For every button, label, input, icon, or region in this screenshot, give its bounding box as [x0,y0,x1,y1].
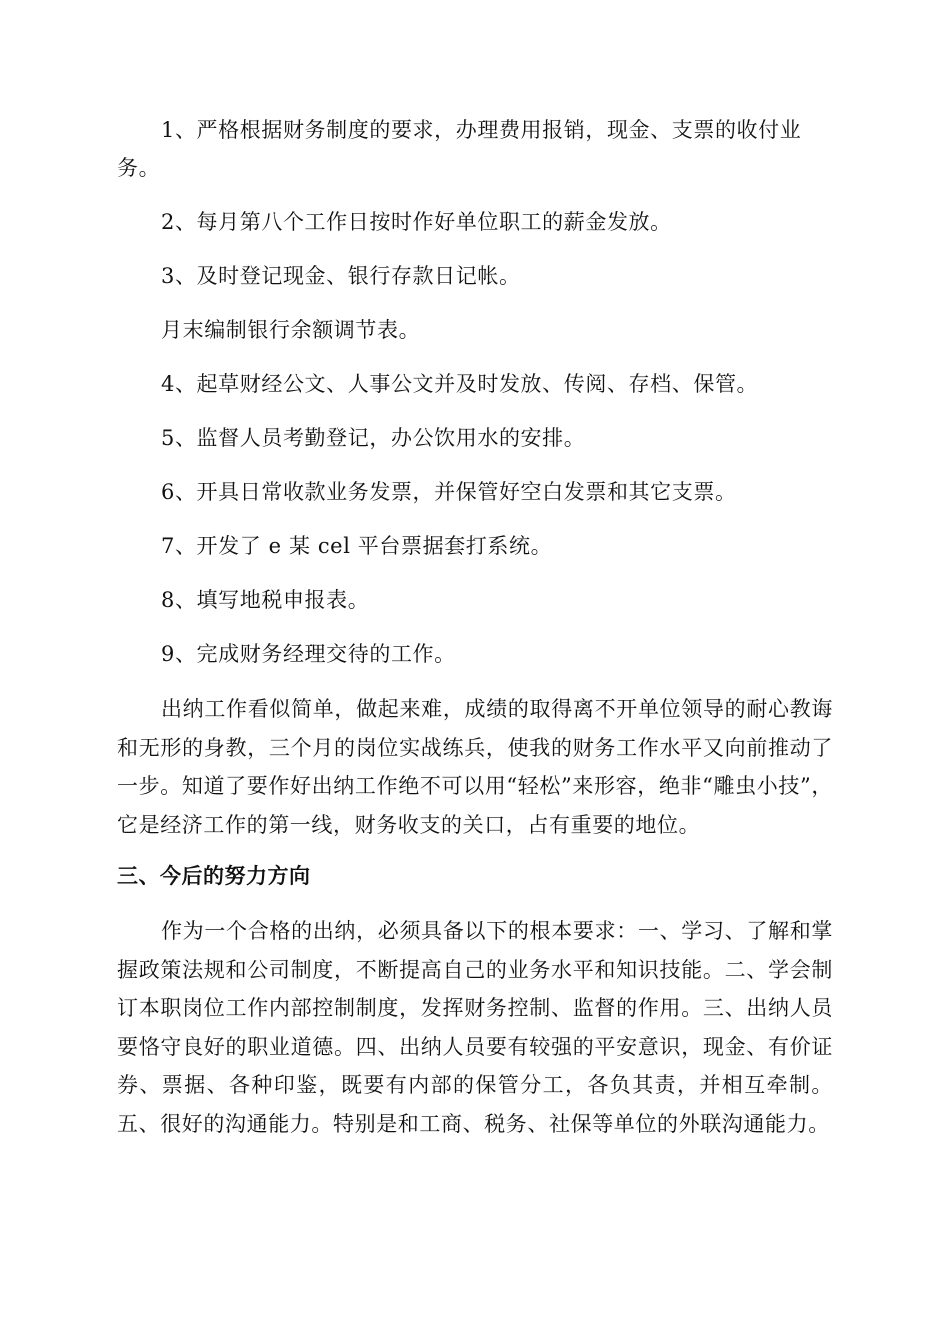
list-item-4: 4、起草财经公文、人事公文并及时发放、传阅、存档、保管。 [161,372,759,396]
list-item-2: 2、每月第八个工作日按时作好单位职工的薪金发放。 [161,210,672,234]
summary-paragraph: 出纳工作看似简单，做起来难，成绩的取得离不开单位领导的耐心教诲和无形的身教，三个月的岗位实战练兵，使我的财务工作水平又向前推动了一步。知道了要作好出纳工作绝不可以用“轻松”来形容，绝非“雕虫小技”，它是经济工作的第一线，财务收支的关口，占有重要的地位。 [117,697,833,837]
list-item-3: 3、及时登记现金、银行存款日记帐。 [161,264,521,288]
list-item-1: 1、严格根据财务制度的要求，办理费用报销，现金、支票的收付业 [161,118,802,142]
list-item-5: 5、监督人员考勤登记，办公饮用水的安排。 [161,426,586,450]
list-item-9: 9、完成财务经理交待的工作。 [161,642,456,666]
list-item-1-continuation: 务。 [117,156,161,180]
list-item-6: 6、开具日常收款业务发票，并保管好空白发票和其它支票。 [161,480,737,504]
list-item-7: 7、开发了 e 某 cel 平台票据套打系统。 [161,534,553,558]
requirements-paragraph: 作为一个合格的出纳，必须具备以下的根本要求：一、学习、了解和掌握政策法规和公司制度，不断提高自己的业务水平和知识技能。二、学会制订本职岗位工作内部控制制度，发挥财务控制、监督的作用。三、出纳人员要恪守良好的职业道德。四、出纳人员要有较强的平安意识，现金、有价证券、票据、各种印鉴，既要有内部的保管分工，各负其责，并相互牵制。五、很好的沟通能力。特别是和工商、税务、社保等单位的外联沟通能力。 [117,919,833,1136]
section-heading: 三、今后的努力方向 [117,864,311,888]
list-item-3-note: 月末编制银行余额调节表。 [161,318,421,342]
list-item-8: 8、填写地税申报表。 [161,588,370,612]
